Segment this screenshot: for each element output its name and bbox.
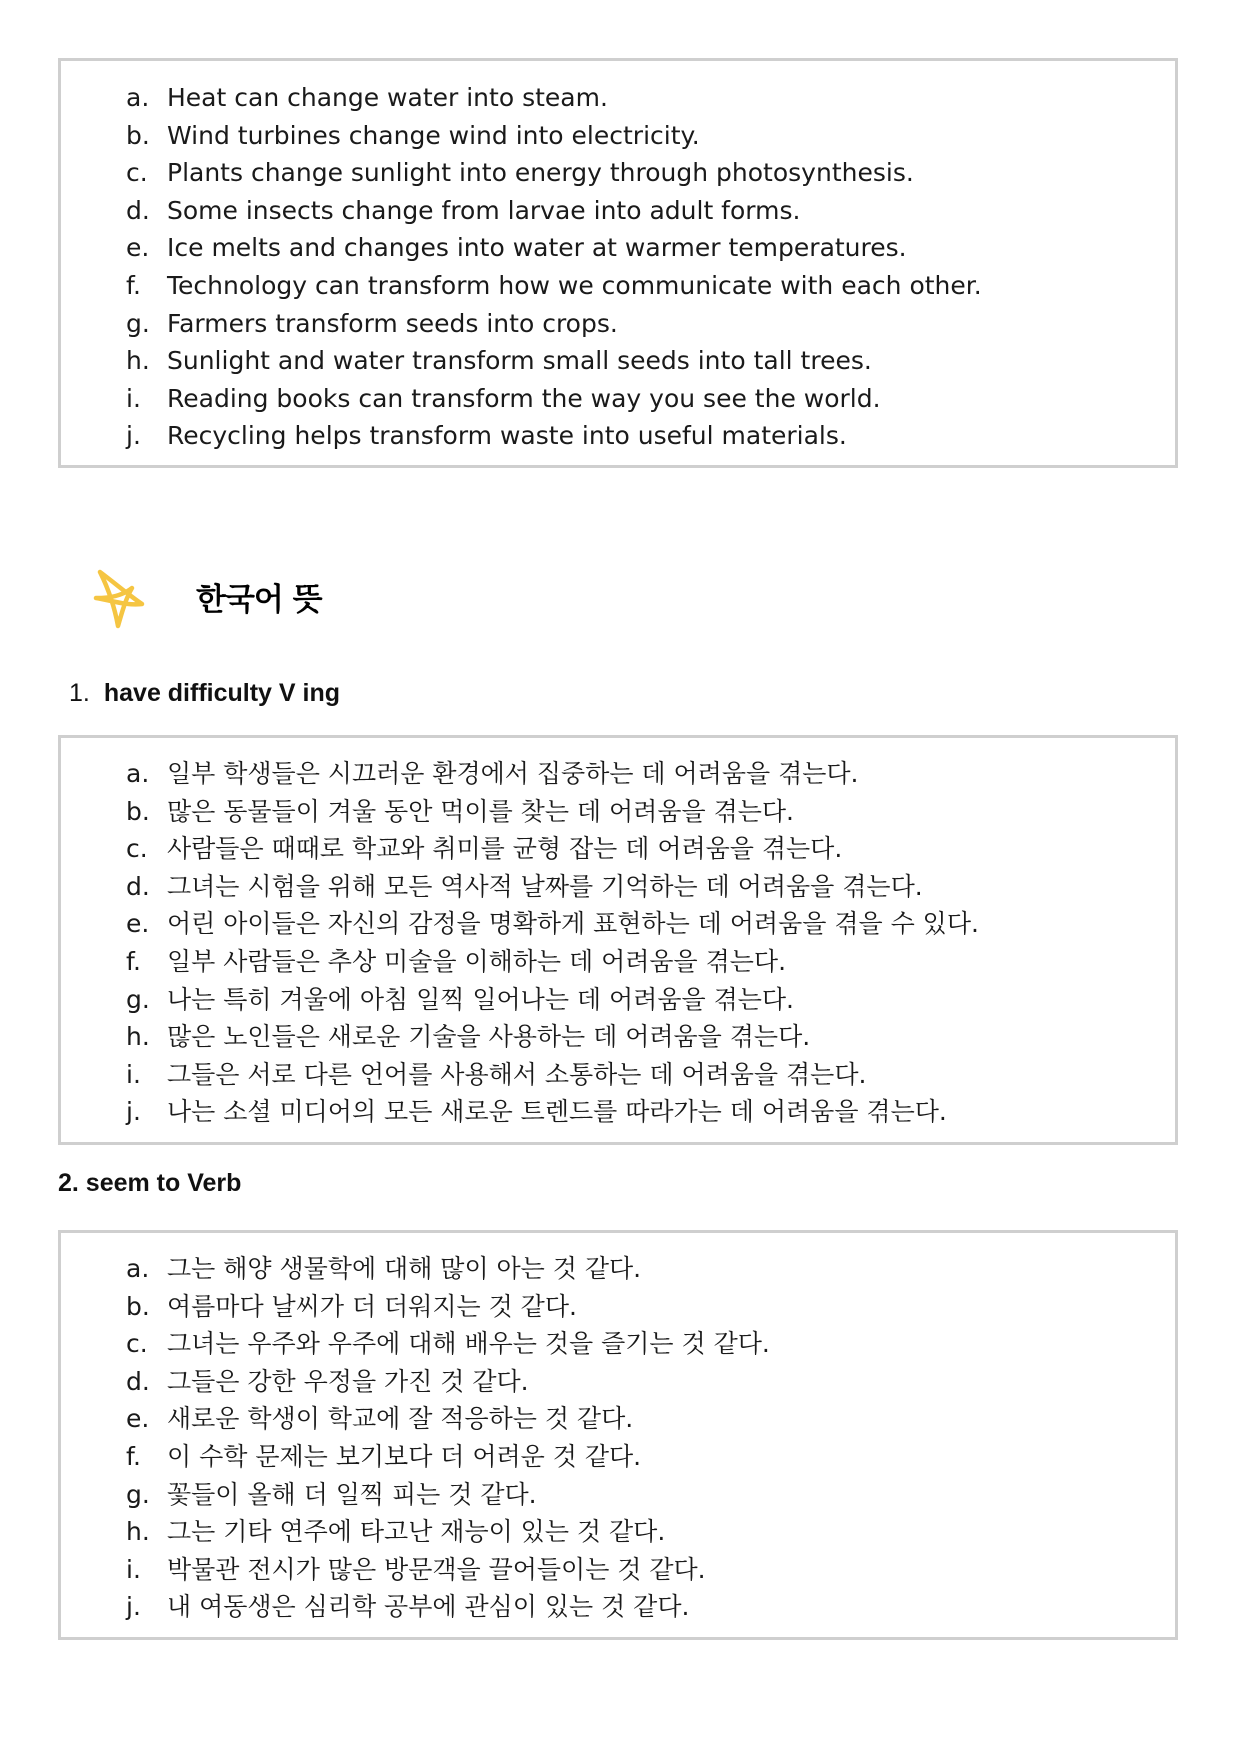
list-marker: h.: [126, 346, 150, 376]
list-item: [61, 192, 1175, 230]
list-marker: g.: [126, 984, 150, 1014]
list-item: [61, 1551, 1175, 1589]
list-marker: e.: [126, 909, 150, 939]
list-marker: e.: [126, 1404, 150, 1434]
list-item: [61, 1363, 1175, 1401]
list-item-text: 나는 소셜 미디어의 모든 새로운 트렌드를 따라가는 데 어려움을 겪는다.: [167, 1097, 947, 1127]
list-item-text: 많은 노인들은 새로운 기술을 사용하는 데 어려움을 겪는다.: [167, 1022, 811, 1052]
list-item: [61, 905, 1175, 943]
list-item: [61, 1018, 1175, 1056]
list-item-text: Some insects change from larvae into adult forms.: [167, 195, 801, 225]
list-marker: d.: [126, 195, 150, 225]
list-item: [61, 154, 1175, 192]
list-item-text: 이 수학 문제는 보기보다 더 어려운 것 같다.: [167, 1441, 642, 1471]
list-marker: e.: [126, 233, 150, 263]
list-marker: f.: [126, 270, 141, 300]
list-marker: i.: [126, 1059, 141, 1089]
list-item-text: 내 여동생은 심리학 공부에 관심이 있는 것 같다.: [167, 1592, 690, 1622]
list-item-text: Recycling helps transform waste into useful materials.: [167, 421, 847, 451]
list-item-text: 그는 해양 생물학에 대해 많이 아는 것 같다.: [167, 1254, 642, 1283]
star-icon: [92, 568, 148, 632]
list-item: [61, 1093, 1175, 1131]
list-item: [61, 1056, 1175, 1094]
list-item-text: Sunlight and water transform small seeds into tall trees.: [167, 346, 872, 376]
list-marker: j.: [126, 421, 141, 451]
list-item-text: Reading books can transform the way you see the world.: [167, 383, 881, 413]
section-title-2: 2. seem to Verb: [58, 1169, 242, 1197]
list-marker: i.: [126, 1554, 141, 1584]
list-marker: j.: [126, 1097, 141, 1127]
list-marker: h.: [126, 1022, 150, 1052]
list-item-text: 새로운 학생이 학교에 잘 적응하는 것 같다.: [167, 1404, 634, 1434]
list-item: [61, 79, 1175, 117]
section-number: 1.: [69, 679, 90, 707]
example-list: [61, 61, 1175, 455]
list-item: [61, 943, 1175, 981]
list-item: [61, 417, 1175, 455]
example-box-korean-1: [58, 735, 1178, 1145]
list-item-text: 어린 아이들은 자신의 감정을 명확하게 표현하는 데 어려움을 겪을 수 있다.: [167, 909, 979, 939]
list-marker: f.: [126, 1441, 141, 1471]
list-item: [61, 229, 1175, 267]
list-item-text: Technology can transform how we communicate with each other.: [167, 270, 982, 300]
example-list: [61, 1233, 1175, 1626]
section-heading: 한국어 뜻: [196, 582, 322, 618]
list-item-text: 여름마다 날씨가 더 더워지는 것 같다.: [167, 1291, 577, 1321]
list-marker: c.: [126, 834, 148, 864]
list-marker: g.: [126, 1479, 150, 1509]
list-marker: d.: [126, 871, 150, 901]
list-marker: c.: [126, 1329, 148, 1359]
list-item-text: 그들은 서로 다른 언어를 사용해서 소통하는 데 어려움을 겪는다.: [167, 1059, 867, 1089]
list-item: [61, 305, 1175, 343]
list-item: [61, 1400, 1175, 1438]
example-box-korean-2: [58, 1230, 1178, 1640]
list-item: [61, 380, 1175, 418]
list-item-text: 사람들은 때때로 학교와 취미를 균형 잡는 데 어려움을 겪는다.: [167, 834, 843, 864]
list-item-text: 그들은 강한 우정을 가진 것 같다.: [167, 1366, 529, 1396]
list-item: [61, 267, 1175, 305]
list-item: [61, 1476, 1175, 1514]
list-item: [61, 830, 1175, 868]
list-marker: b.: [126, 120, 150, 150]
list-item-text: 일부 학생들은 시끄러운 환경에서 집중하는 데 어려움을 겪는다.: [167, 759, 859, 788]
list-item-text: 그녀는 우주와 우주에 대해 배우는 것을 즐기는 것 같다.: [167, 1329, 770, 1359]
list-marker: i.: [126, 383, 141, 413]
list-marker: g.: [126, 308, 150, 338]
list-marker: a.: [126, 759, 150, 788]
section-label: have difficulty V ing: [103, 679, 341, 707]
list-marker: j.: [126, 1592, 141, 1622]
list-item-text: 그는 기타 연주에 타고난 재능이 있는 것 같다.: [167, 1517, 666, 1547]
list-item-text: Farmers transform seeds into crops.: [167, 308, 618, 338]
list-item-text: 나는 특히 겨울에 아침 일찍 일어나는 데 어려움을 겪는다.: [167, 984, 794, 1014]
list-item-text: 꽃들이 올해 더 일찍 피는 것 같다.: [167, 1479, 537, 1509]
list-item-text: 박물관 전시가 많은 방문객을 끌어들이는 것 같다.: [167, 1554, 706, 1584]
section-title-1: [69, 676, 340, 710]
list-item: [61, 117, 1175, 155]
list-item: [61, 1325, 1175, 1363]
list-item-text: 많은 동물들이 겨울 동안 먹이를 찾는 데 어려움을 겪는다.: [167, 796, 794, 826]
list-item: [61, 1288, 1175, 1326]
list-item-text: Wind turbines change wind into electricity.: [167, 120, 700, 150]
example-list: [61, 738, 1175, 1131]
list-item-text: Plants change sunlight into energy through photosynthesis.: [167, 158, 914, 188]
example-box-english: [58, 58, 1178, 468]
list-item-text: 일부 사람들은 추상 미술을 이해하는 데 어려움을 겪는다.: [167, 946, 787, 976]
list-marker: h.: [126, 1517, 150, 1547]
list-item: [61, 1438, 1175, 1476]
list-item-text: Ice melts and changes into water at warmer temperatures.: [167, 233, 907, 263]
list-marker: b.: [126, 796, 150, 826]
list-marker: c.: [126, 158, 148, 188]
list-marker: a.: [126, 1254, 150, 1283]
list-marker: b.: [126, 1291, 150, 1321]
list-marker: d.: [126, 1366, 150, 1396]
list-item: [61, 981, 1175, 1019]
list-item: [61, 755, 1175, 793]
list-item: [61, 793, 1175, 831]
list-item: [61, 868, 1175, 906]
list-marker: a.: [126, 83, 150, 112]
list-item: [61, 1513, 1175, 1551]
list-marker: f.: [126, 946, 141, 976]
list-item: [61, 342, 1175, 380]
list-item-text: Heat can change water into steam.: [167, 83, 608, 112]
list-item: [61, 1250, 1175, 1288]
list-item-text: 그녀는 시험을 위해 모든 역사적 날짜를 기억하는 데 어려움을 겪는다.: [167, 871, 923, 901]
list-item: [61, 1588, 1175, 1626]
